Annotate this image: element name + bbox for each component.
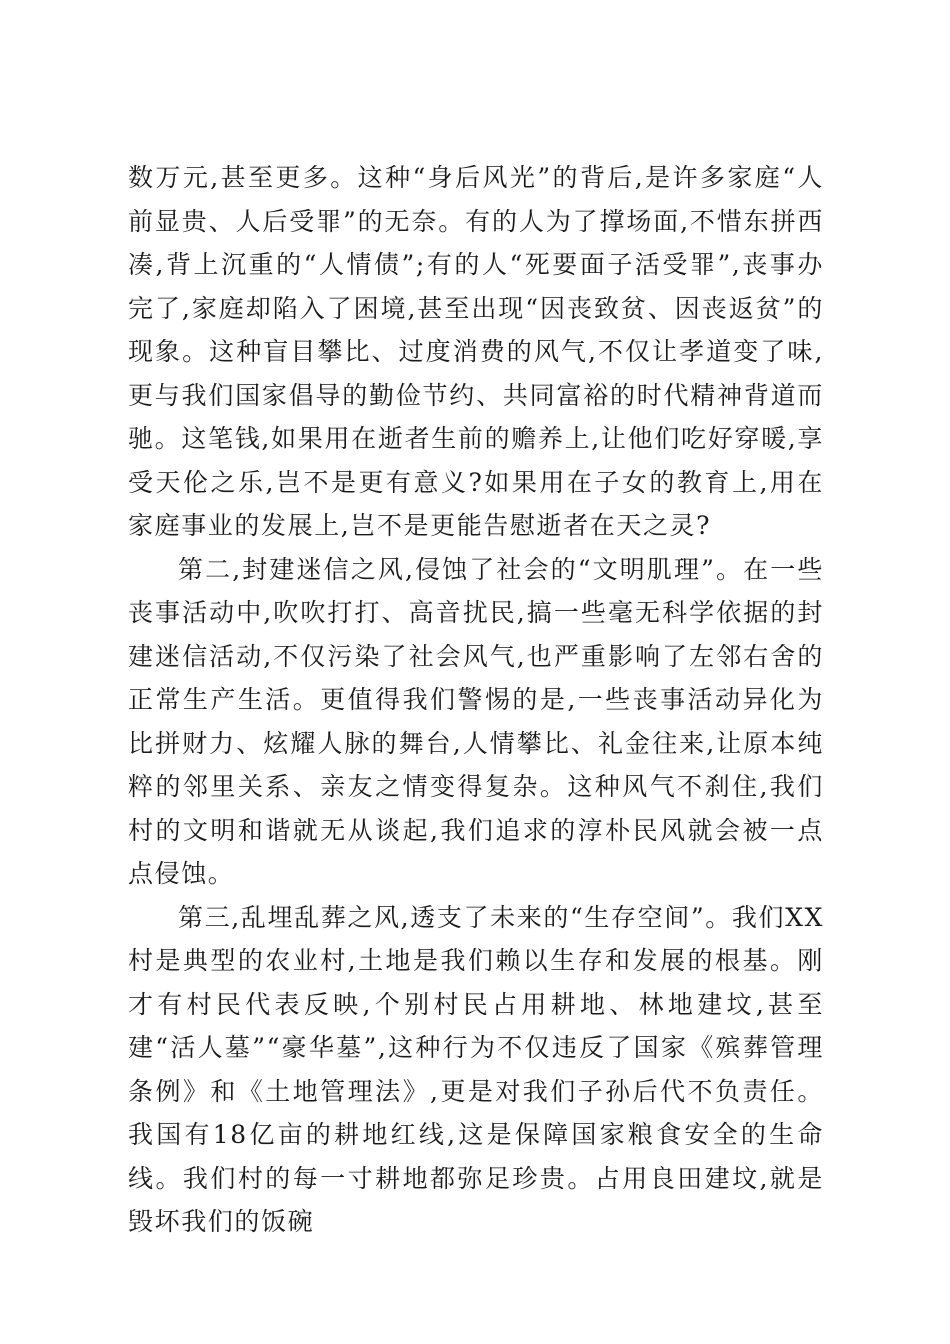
paragraph-third-point: 第三,乱埋乱葬之风,透支了未来的“生存空间”。我们XX村是典型的农业村,土地是我们赖以生存和发展的根基。刚才有村民代表反映,个别村民占用耕地、林地建坟,甚至建“活人墓”“豪华墓”,这种行为不仅违反了国家《殡葬管理条例》和《土地管理法》,更是对我们子孙后代不负责任。我国有18亿亩的耕地红线,这是保障国家粮食安全的生命线。我们村的每一寸耕地都弥足珍贵。占用良田建坟,就是毁坏我们的饭碗: [128, 902, 824, 1236]
document-body: [128, 156, 824, 1244]
paragraph-second-point: 第二,封建迷信之风,侵蚀了社会的“文明肌理”。在一些丧事活动中,吹吹打打、高音扰民,搞一些毫无科学依据的封建迷信活动,不仅污染了社会风气,也严重影响了左邻右舍的正常生产生活。更值得我们警惕的是,一些丧事活动异化为比拼财力、炫耀人脉的舞台,人情攀比、礼金往来,让原本纯粹的邻里关系、亲友之情变得复杂。这种风气不刹住,我们村的文明和谐就无从谈起,我们追求的淳朴民风就会被一点点侵蚀。: [128, 554, 824, 888]
paragraph-continuation: 数万元,甚至更多。这种“身后风光”的背后,是许多家庭“人前显贵、人后受罪”的无奈。有的人为了撑场面,不惜东拼西凑,背上沉重的“人情债”;有的人“死要面子活受罪”,丧事办完了,家庭却陷入了困境,甚至出现“因丧致贫、因丧返贫”的现象。这种盲目攀比、过度消费的风气,不仅让孝道变了味,更与我们国家倡导的勤俭节约、共同富裕的时代精神背道而驰。这笔钱,如果用在逝者生前的赡养上,让他们吃好穿暖,享受天伦之乐,岂不是更有意义?如果用在子女的教育上,用在家庭事业的发展上,岂不是更能告慰逝者在天之灵?: [128, 163, 824, 540]
